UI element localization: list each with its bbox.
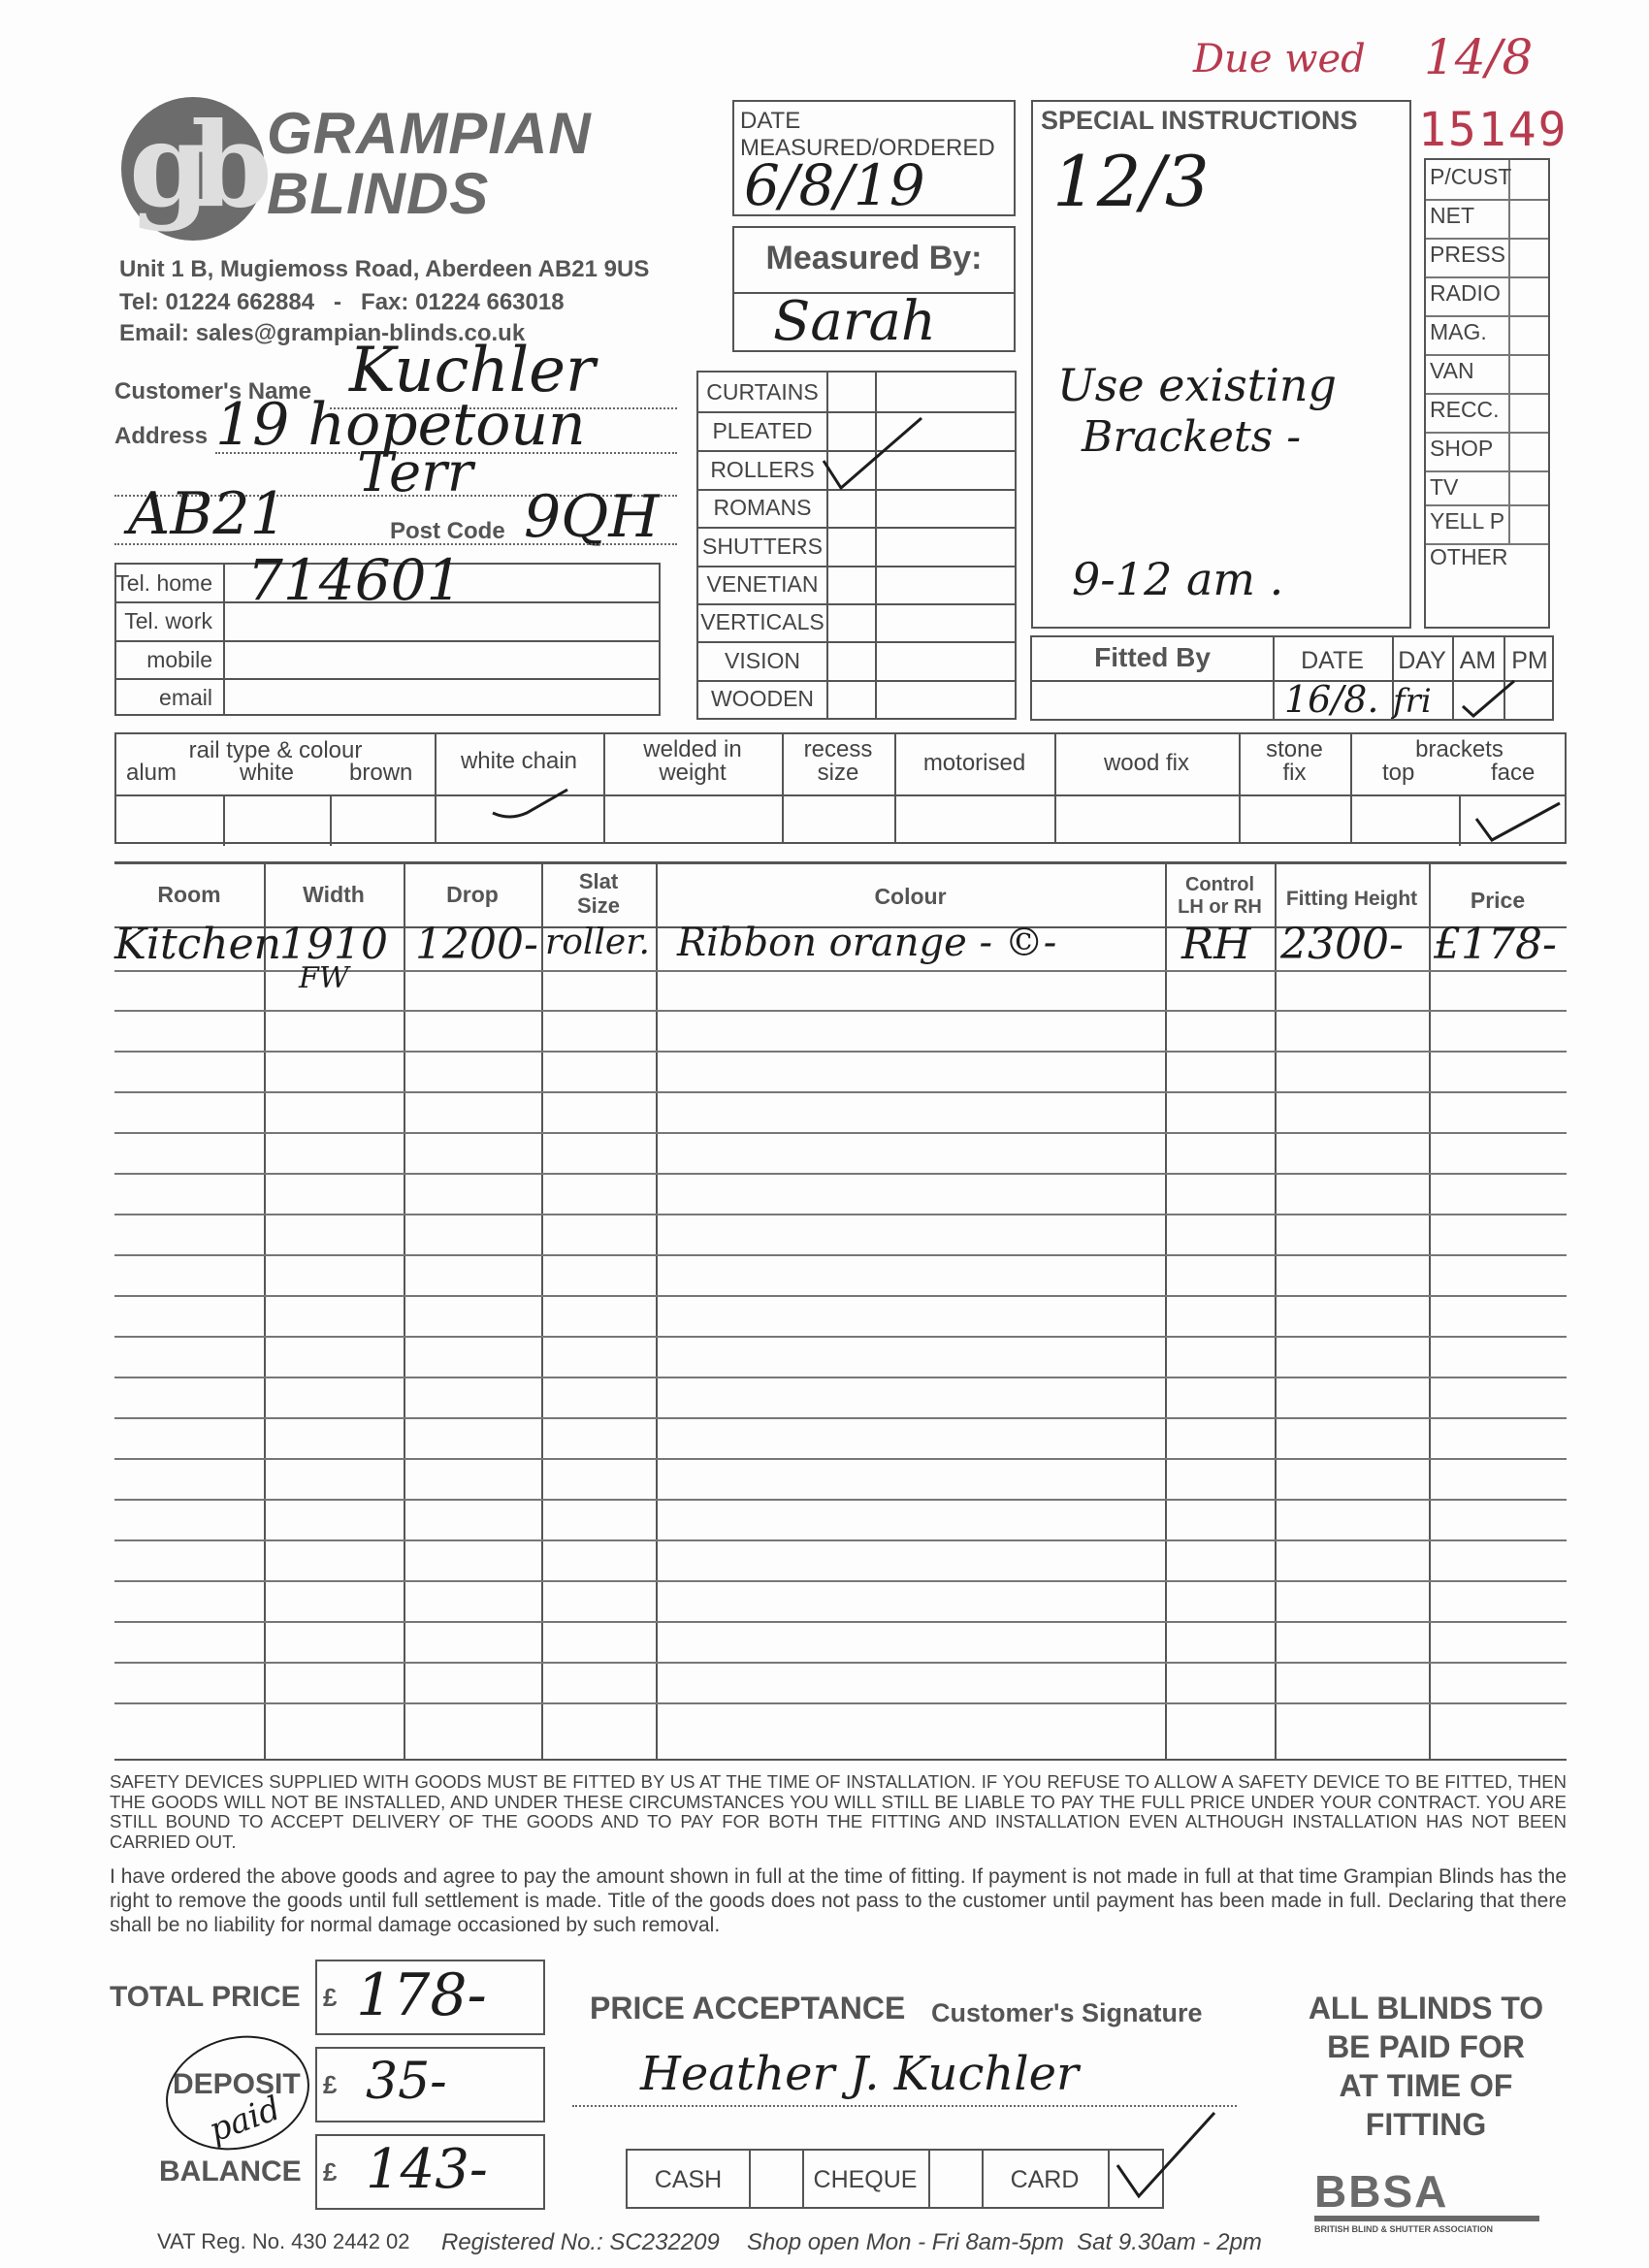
white-chain-check [490,784,572,823]
tel-work-label: Tel. work [124,608,212,633]
header-slat-2: Size [576,893,621,918]
bbsa-logo [1314,2165,1539,2234]
fitted-date-value: 16/8. [1284,678,1379,721]
total-price-box [315,1960,545,2035]
date-measured-value: 6/8/19 [744,152,925,218]
special-instructions-label: SPECIAL INSTRUCTIONS [1041,106,1358,135]
header-colour: Colour [874,884,947,909]
product-curtains: CURTAINS [706,379,819,405]
address-line2: Terr [357,441,473,504]
deposit-box [315,2047,545,2122]
rail-alum: alum [126,760,178,786]
special-instructions-line1: 12/3 [1052,141,1210,222]
product-wooden: WOODEN [710,686,815,711]
order-table [114,861,1567,1761]
date-label-1: DATE [740,108,801,134]
fitted-am-label: AM [1459,647,1497,674]
header-width: Width [303,882,365,907]
row1-colour: Ribbon orange - ©- [677,921,1057,965]
total-price-value: 178- [356,1961,487,2029]
balance-label: BALANCE [159,2155,302,2187]
row1-width: 1910 [279,920,388,969]
row1-width-note: FW [299,961,349,995]
special-instructions-line2: Use existing [1057,359,1337,411]
motorised-label: motorised [922,750,1026,776]
balance-box [315,2134,545,2210]
company-phone: Tel: 01224 662884 - Fax: 01224 663018 [119,289,565,315]
balance-value: 143- [366,2138,488,2201]
header-control-1: Control [1184,874,1255,895]
postcode-part2: 9QH [524,483,660,551]
source-net: NET [1430,203,1474,228]
company-address: Unit 1 B, Mugiemoss Road, Aberdeen AB21 9US [119,256,650,282]
row1-price: £178- [1434,920,1557,969]
header-price: Price [1470,888,1526,913]
recess-label-2: size [817,760,859,786]
source-press: PRESS [1430,242,1505,267]
wood-fix-label: wood fix [1103,750,1190,776]
signature-label: Customer's Signature [931,1998,1203,2027]
source-shop: SHOP [1430,436,1494,461]
email-label: email [159,685,212,710]
fitted-am-check [1460,677,1518,720]
postcode-label: Post Code [390,518,505,544]
product-shutters: SHUTTERS [702,534,823,559]
safety-terms: SAFETY DEVICES SUPPLIED WITH GOODS MUST BE FITTED BY US AT THE TIME OF INSTALLATION. IF YOU REFUSE TO ALLOW A SAFETY DEVICE TO BE FITTED, THEN THE GOODS WILL NOT BE INSTALLED, AND UNDER THESE CIRCUMSTANCES YOU WILL STILL BE LIABLE TO PAY THE FULL PRICE UNDER YOUR CONTRACT. YOU ARE STILL BOUND TO ACCEPT DELIVERY OF THE GOODS AND TO PAY FOR BOTH THE FITTING AND INSTALLATION EVEN ALTHOUGH INSTALLATION HAS NOT BEEN CARRIED OUT. [110,1771,1567,1852]
balance-currency: £ [323,2157,338,2187]
fitted-day-label: DAY [1398,647,1446,674]
phone-table [114,547,661,716]
postcode-part1: AB21 [128,480,287,548]
due-note: Due wed [1193,37,1366,81]
deposit-paid-circle [153,2021,323,2166]
payment-method-box [626,2149,1164,2209]
white-chain-label: white chain [460,748,578,774]
payment-cash: CASH [654,2166,723,2193]
recess-label-1: recess [803,736,873,762]
brackets-top-label: top [1382,760,1415,786]
row1-drop: 1200- [415,920,538,969]
brackets-face-label: face [1491,760,1536,786]
source-van: VAN [1430,358,1474,383]
options-table [114,732,1567,844]
header-room: Room [157,882,221,907]
company-email: Email: sales@grampian-blinds.co.uk [119,320,526,346]
header-control-2: LH or RH [1178,896,1262,918]
product-romans: ROMANS [713,495,812,520]
notice-line4: FITTING [1365,2107,1487,2142]
registered-number: Registered No.: SC232209 [441,2229,720,2255]
product-pleated: PLEATED [712,418,813,443]
notice-line1: ALL BLINDS TO [1308,1991,1544,2025]
notice-line3: AT TIME OF [1339,2068,1513,2103]
payment-card: CARD [1010,2166,1080,2193]
payment-notice [1280,1989,1571,2144]
tel-home-label: Tel. home [115,570,212,596]
date-label-2: MEASURED/ORDERED [740,135,995,161]
brackets-label: brackets [1415,736,1504,762]
price-acceptance-title: PRICE ACCEPTANCE [590,1991,906,2025]
brackets-face-check [1472,797,1565,846]
total-price-label: TOTAL PRICE [110,1981,301,2013]
source-p-cust: P/CUST [1430,164,1512,189]
tel-home-value: 714601 [247,547,463,613]
row1-slat: roller. [545,923,650,962]
rollers-check-mark [820,412,926,490]
total-currency: £ [323,1983,338,2012]
vat-number: VAT Reg. No. 430 2442 02 [157,2229,410,2253]
source-recc: RECC. [1430,397,1500,422]
source-other: OTHER [1430,544,1508,569]
company-name-1: GRAMPIAN [267,101,592,166]
deposit-value: 35- [366,2053,447,2111]
header-slat-1: Slat [578,869,619,893]
deposit-paid-note: paid [204,2089,286,2151]
fitted-day-value: fri [1393,682,1432,721]
order-number: 15149 [1418,103,1568,157]
product-vision: VISION [725,648,800,673]
rail-white: white [240,760,295,786]
agreement-terms: I have ordered the above goods and agree to pay the amount shown in full at the time of fitting. If payment is not made in full at that time Grampian Blinds has the right to remove the goods until full settlement is made. Title of the goods does not pass to the customer until payment has been made in full. Declaring that there shall be no liability for normal damage occasioned by such removal. [110,1865,1567,1936]
fitted-pm-label: PM [1511,647,1548,674]
welded-label-1: welded in [643,736,742,762]
product-rollers: ROLLERS [710,457,815,482]
source-tv: TV [1430,474,1459,500]
source-yell-p: YELL P [1430,508,1505,534]
header-fitting-height: Fitting Height [1285,888,1418,910]
welded-label-2: weight [659,760,727,786]
mobile-label: mobile [146,647,212,672]
address-label: Address [114,423,209,449]
special-instructions-line4: 9-12 am . [1072,553,1284,605]
address-line1: 19 hopetoun [215,391,586,459]
fitted-date-label: DATE [1301,647,1364,674]
measured-by-label: Measured By: [765,240,983,276]
due-date: 14/8 [1424,29,1534,85]
stone-fix-label-1: stone [1266,736,1323,762]
company-name-2: BLINDS [267,161,490,226]
payment-cheque: CHEQUE [813,2166,918,2193]
fitted-by-label: Fitted By [1094,642,1211,672]
source-box [1424,158,1550,629]
company-logo [121,97,265,241]
source-mag: MAG. [1430,319,1487,344]
shop-hours: Shop open Mon - Fri 8am-5pm Sat 9.30am - 2pm [747,2229,1262,2255]
special-instructions-box [1031,100,1411,629]
rail-title: rail type & colour [188,737,363,763]
deposit-currency: £ [323,2070,338,2099]
row1-fitting-height: 2300- [1280,920,1404,969]
product-venetian: VENETIAN [706,571,819,597]
customer-name-label: Customer's Name [114,378,312,405]
bbsa-logo-text: BBSA [1314,2166,1449,2217]
deposit-label: DEPOSIT [173,2068,301,2100]
product-verticals: VERTICALS [700,609,824,634]
logo-letters: gb [129,97,253,234]
stone-fix-label-2: fix [1282,760,1307,786]
header-drop: Drop [446,882,499,907]
customer-name-value: Kuchler [349,335,596,406]
bbsa-caption: BRITISH BLIND & SHUTTER ASSOCIATION [1314,2224,1493,2234]
payment-card-check [1114,2107,1220,2204]
date-measured-box [732,100,1016,216]
notice-line2: BE PAID FOR [1327,2029,1525,2064]
row1-room: Kitchen [114,920,281,969]
measured-by-value: Sarah [773,290,936,353]
source-radio: RADIO [1430,280,1501,306]
rail-brown: brown [349,760,413,786]
row1-control: RH [1181,920,1251,969]
measured-by-box [732,226,1016,352]
customer-signature: Heather J. Kuchler [640,2047,1079,2101]
special-instructions-line3: Brackets - [1082,412,1302,462]
